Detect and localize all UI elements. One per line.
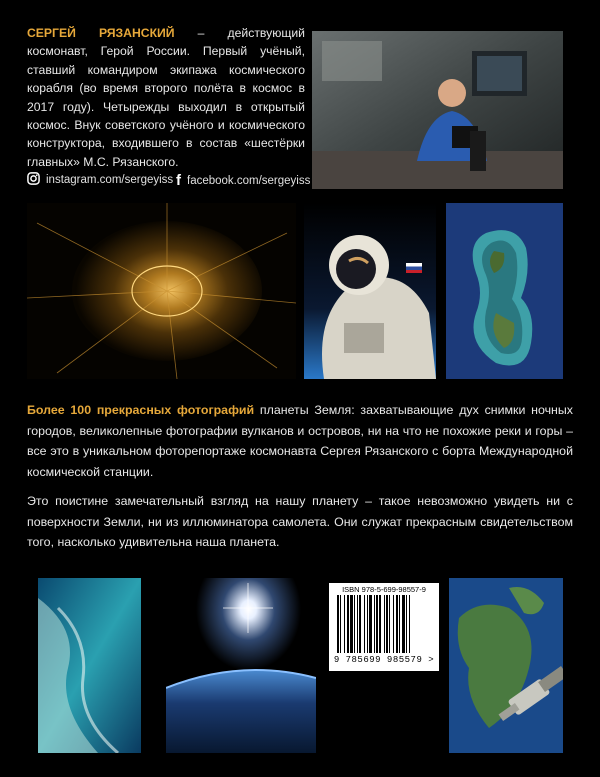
description-highlight: Более 100 прекрасных фотографий xyxy=(27,403,255,417)
instagram-icon xyxy=(27,172,40,188)
author-bio xyxy=(27,24,305,171)
coast-photo xyxy=(38,578,141,753)
description-text-1: планеты Земля: захватывающие дух снимки ночных городов, великолепные фотографии вулканов и островов, ни на что не похожие реки и горы – все это в уникальном фоторепортаже космонавта Сергея Рязанского с борта Международной космической станции. xyxy=(27,403,573,479)
city-night-photo xyxy=(27,203,296,379)
isbn-barcode xyxy=(329,583,439,671)
author-name: СЕРГЕЙ РЯЗАНСКИЙ xyxy=(27,26,175,40)
peninsula-station-photo xyxy=(449,578,563,753)
barcode-icon xyxy=(337,595,431,653)
instagram-handle: instagram.com/sergeyiss xyxy=(46,174,174,186)
description-paragraph-1 xyxy=(27,400,573,482)
sunrise-earth-photo xyxy=(166,578,316,753)
island-photo xyxy=(446,203,563,379)
description-paragraph-2: Это поистине замечательный взгляд на нашу планету – такое невозможно увидеть ни с поверхности Земли, ни из иллюминатора самолета. Они служат прекрасным свидетельством того, насколько удивительна наша планета. xyxy=(27,494,573,549)
instagram-link[interactable] xyxy=(27,172,173,188)
facebook-link[interactable] xyxy=(176,172,310,189)
iss-interior-photo xyxy=(312,31,563,189)
barcode-digits: 9 785699 985579 > xyxy=(333,655,435,665)
author-bio-text: – действующий космонавт, Герой России. Первый учёный, ставший командиром экипажа космического корабля (во время второго полёта в космос в 2017 году). Четырежды выходил в открытый космос. Внук советского учёного и космического конструктора, входившего в состав «шестёрки главных» М.С. Рязанского. xyxy=(27,26,305,169)
facebook-handle: facebook.com/sergeyiss xyxy=(187,174,311,187)
cosmonaut-eva-photo xyxy=(304,203,436,379)
facebook-icon: f xyxy=(176,172,181,189)
isbn-number: ISBN 978-5-699-98557-9 xyxy=(342,585,426,594)
